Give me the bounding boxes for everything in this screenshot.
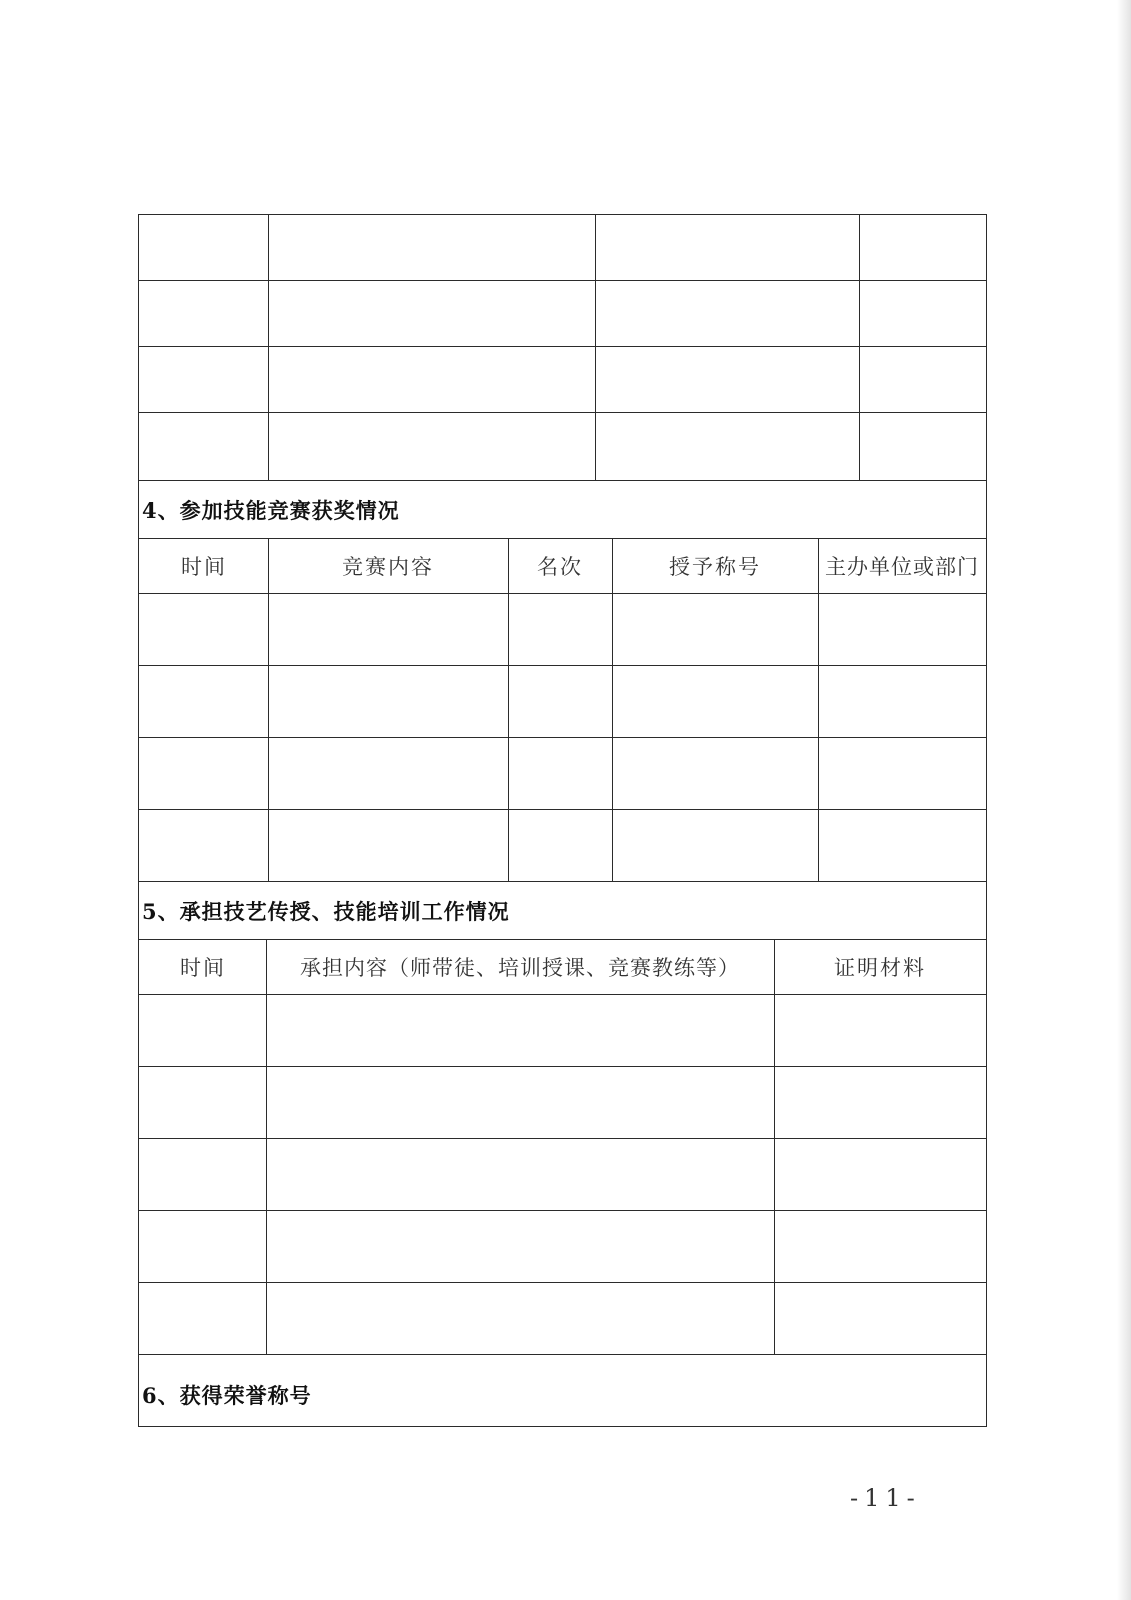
s4-header-content: 竞赛内容 [342,555,434,579]
s4-header-organizer: 主办单位或部门 [825,555,979,579]
section-4-title: 4、参加技能竞赛获奖情况 [142,498,400,523]
s4-header-title-awarded: 授予称号 [669,555,761,579]
section-6-title: 6、获得荣誉称号 [142,1383,312,1408]
s4-header-rank: 名次 [537,555,583,579]
s4-header-time: 时间 [181,555,227,579]
section-5-title: 5、承担技艺传授、技能培训工作情况 [142,899,510,924]
outer-border-right [986,214,987,1426]
s5-header-evidence: 证明材料 [834,956,926,980]
s5-header-content: 承担内容（师带徒、培训授课、竞赛教练等） [300,956,740,980]
s5-header-time: 时间 [180,956,226,980]
outer-border-left [138,214,139,1426]
page-number: -11- [850,1484,921,1512]
page-edge-shadow [1117,0,1131,1600]
